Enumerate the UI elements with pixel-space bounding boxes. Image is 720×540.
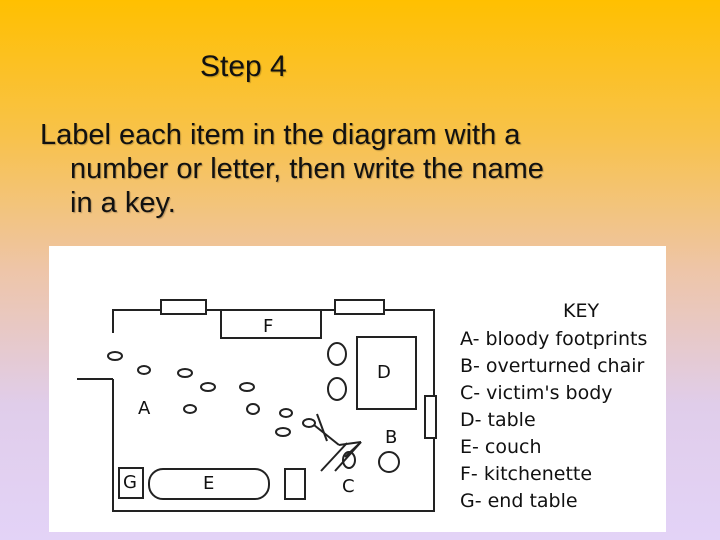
overturned-chair [379,452,399,472]
key-item-a: A- bloody footprints [460,328,648,350]
footprint [184,405,196,413]
body-line-3: in a key. [70,187,176,219]
label-d: D [377,362,391,383]
footprint [138,366,150,374]
crime-scene-diagram [49,246,666,532]
body-line-2: number or letter, then write the name [70,153,544,185]
window-left [161,300,206,314]
label-e: E [203,473,215,494]
victim-leg-1 [335,442,361,471]
label-g: G [123,472,137,493]
key-item-g: G- end table [460,490,578,512]
window-side [425,396,436,438]
label-b: B [385,427,398,448]
key-item-e: E- couch [460,436,542,458]
footprint [178,369,192,377]
victim-arm-1 [314,425,339,445]
label-c: C [342,476,355,497]
footprint [280,409,292,417]
body-line-1: Label each item in the diagram with a [40,119,521,151]
small-box [285,469,305,499]
key-item-d: D- table [460,409,536,431]
slide-title: Step 4 [200,50,287,83]
label-f: F [263,316,274,337]
footprint [247,404,259,414]
key-item-c: C- victim's body [460,382,613,404]
chair-2 [328,378,346,400]
window-right [335,300,384,314]
label-a: A [138,398,151,419]
key-item-f: F- kitchenette [460,463,593,485]
footprint [108,352,122,360]
footprint [303,419,315,427]
footprint [240,383,254,391]
key-title: KEY [563,300,600,322]
chair-1 [328,343,346,365]
slide-body-text [40,118,700,220]
footprint [201,383,215,391]
key-item-b: B- overturned chair [460,355,645,377]
footprint [276,428,290,436]
